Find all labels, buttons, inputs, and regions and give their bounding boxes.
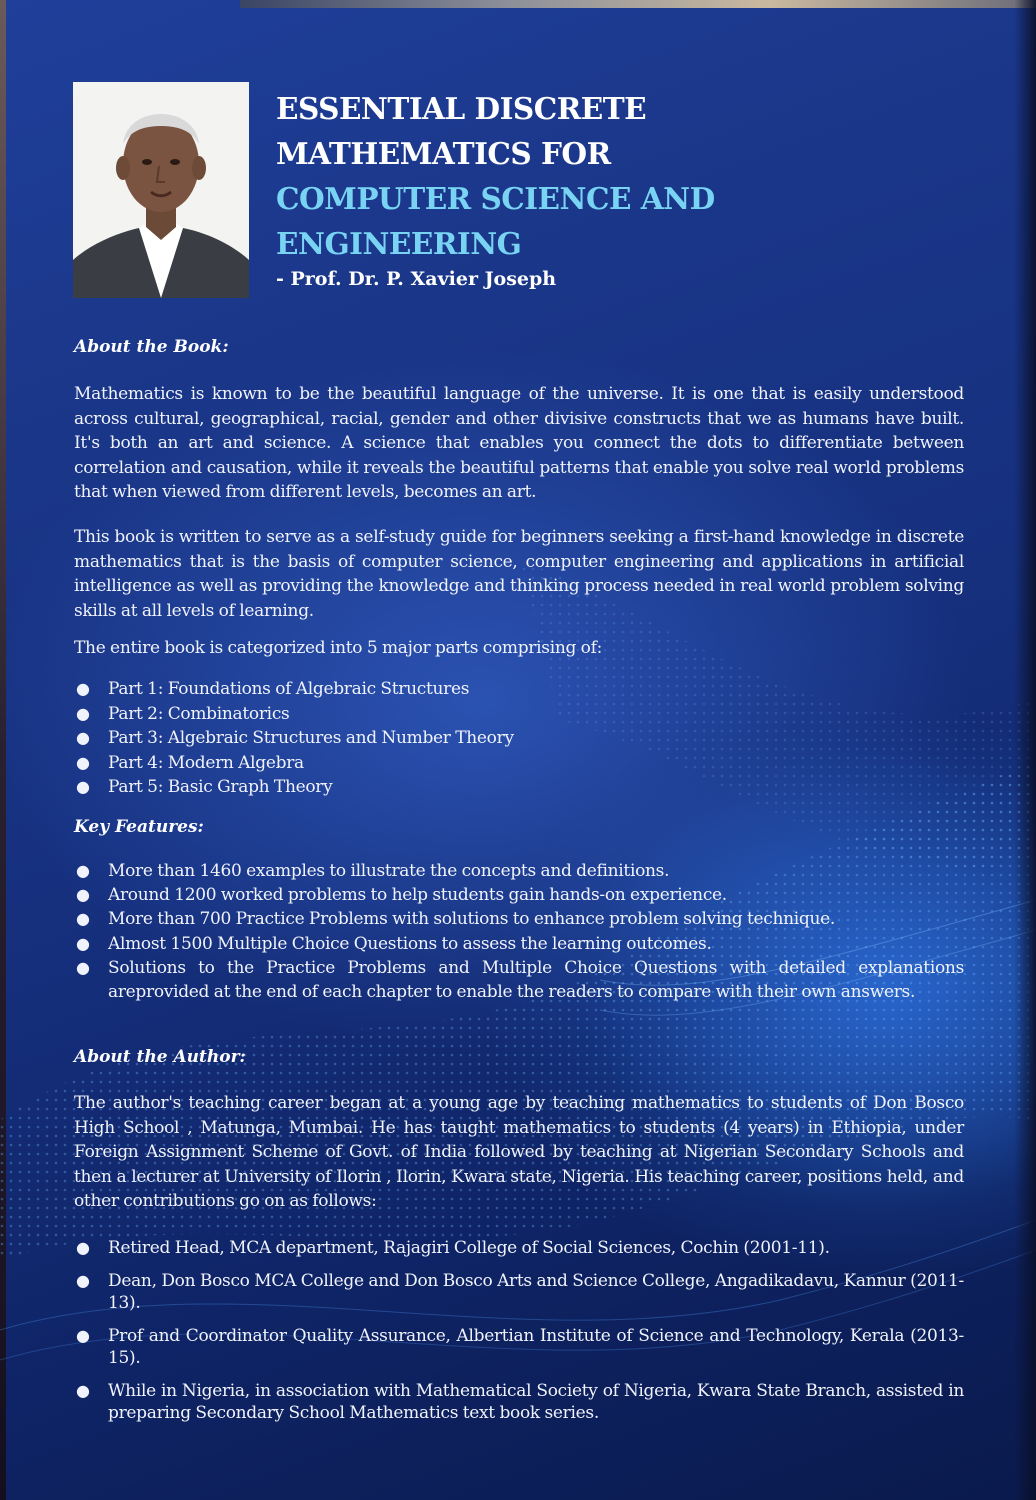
list-item: ● While in Nigeria, in association with Mathematical Society of Nigeria, Kwara State Branch, assisted in preparing Secondary School Mathematics text book series.: [76, 1381, 964, 1423]
bullet-icon: ●: [76, 1381, 90, 1400]
title-line-1: ESSENTIAL DISCRETE: [276, 91, 647, 126]
book-parts-list: [74, 677, 964, 800]
list-item: ● Around 1200 worked problems to help students gain hands-on experience.: [74, 883, 964, 907]
author-photo: [73, 82, 249, 298]
list-item: ● Part 2: Combinatorics: [74, 702, 964, 727]
title-line-2: MATHEMATICS FOR: [276, 136, 611, 171]
about-book-paragraph-3: The entire book is categorized into 5 major parts comprising of:: [74, 638, 603, 658]
bullet-icon: ●: [76, 885, 90, 905]
about-book-paragraph-1: Mathematics is known to be the beautiful language of the universe. It is one that is easily understood across cultural, geographical, racial, gender and other divisive constructs that we as humans have built. It's both an art and science. A science that enables you connect the dots to differentiate between correlation and causation, while it reveals the beautiful patterns that enable you solve real world problems that when viewed from different levels, becomes an art.: [74, 384, 964, 502]
bullet-icon: ●: [76, 679, 90, 698]
title-line-3: COMPUTER SCIENCE AND: [276, 181, 715, 216]
title-line-4: ENGINEERING: [276, 226, 522, 261]
list-item: ● More than 700 Practice Problems with solutions to enhance problem solving technique.: [74, 907, 964, 931]
list-item: ● Part 1: Foundations of Algebraic Structures: [74, 677, 964, 702]
list-item: ● Almost 1500 Multiple Choice Questions to assess the learning outcomes.: [74, 932, 964, 956]
bullet-icon: ●: [76, 933, 90, 953]
bullet-icon: ●: [76, 703, 90, 723]
list-item: ● More than 1460 examples to illustrate the concepts and definitions.: [74, 859, 964, 883]
book-title: [276, 86, 796, 266]
bullet-icon: ●: [76, 1271, 90, 1290]
list-item: ● Part 4: Modern Algebra: [74, 751, 964, 776]
bullet-icon: ●: [76, 861, 90, 880]
cover-right-edge: [1014, 0, 1036, 1500]
about-author-heading: About the Author:: [74, 1047, 246, 1067]
list-item: ● Part 3: Algebraic Structures and Number Theory: [74, 726, 964, 751]
about-book-paragraph-2: This book is written to serve as a self-study guide for beginners seeking a first-hand knowledge in discrete mathematics that is the basis of computer science, computer engineering and applications in artificial intelligence as well as providing the knowledge and thinking process needed in real world problem solving skills at all levels of learning.: [74, 527, 964, 621]
list-item: ● Part 5: Basic Graph Theory: [74, 775, 964, 800]
list-item: ● Dean, Don Bosco MCA College and Don Bosco Arts and Science College, Angadikadavu, Kannur (2011-13).: [76, 1271, 964, 1313]
key-features-list: [74, 859, 964, 1004]
list-item: ● Prof and Coordinator Quality Assurance, Albertian Institute of Science and Technology, Kerala (2013-15).: [76, 1326, 964, 1368]
bullet-icon: ●: [76, 752, 90, 772]
about-book-heading: About the Book:: [74, 337, 229, 357]
bullet-icon: ●: [76, 957, 90, 977]
list-item: ● Retired Head, MCA department, Rajagiri College of Social Sciences, Cochin (2001-11).: [76, 1238, 830, 1258]
bullet-icon: ●: [76, 728, 90, 747]
author-name: - Prof. Dr. P. Xavier Joseph: [276, 268, 557, 290]
list-item: ● Solutions to the Practice Problems and Multiple Choice Questions with detailed explanations areprovided at the end of each chapter to enable the readers to compare with their own answers.: [76, 957, 964, 1003]
author-career-list: [74, 1237, 964, 1435]
key-features-heading: Key Features:: [74, 817, 204, 837]
bullet-icon: ●: [76, 1238, 90, 1257]
bullet-icon: ●: [76, 777, 90, 796]
bullet-icon: ●: [76, 909, 90, 929]
about-author-paragraph: The author's teaching career began at a young age by teaching mathematics to students of Don Bosco High School , Matunga, Mumbai. He has taught mathematics to students (4 years) in Ethiopia, under Foreign Assignment Scheme of Govt. of India followed by teaching at Nigerian Secondary Schools and then a lecturer at University of Ilorin , Ilorin, Kwara state, Nigeria. His teaching career, positions held, and other contributions go on as follows:: [74, 1093, 964, 1211]
bullet-icon: ●: [76, 1326, 90, 1345]
